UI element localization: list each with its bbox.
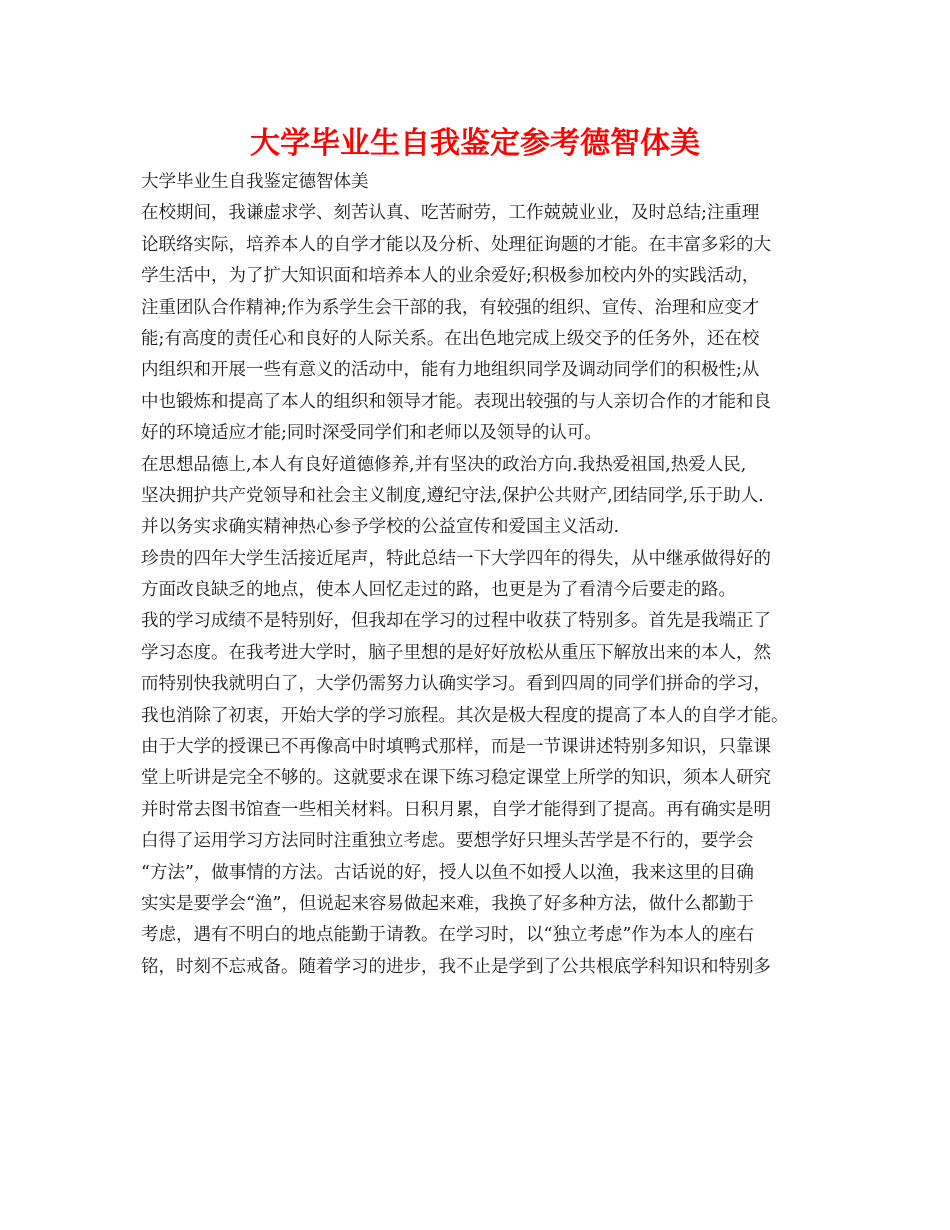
body-line: 学习态度。在我考进大学时，脑子里想的是好好放松从重压下解放出来的本人，然: [141, 642, 771, 663]
body-line: 并时常去图书馆查一些相关材料。日积月累，自学才能得到了提高。再有确实是明: [141, 799, 771, 820]
body-line: 论联络实际，培养本人的自学才能以及分析、处理征询题的才能。在丰富多彩的大: [141, 234, 771, 255]
body-line: 在校期间，我谦虚求学、刻苦认真、吃苦耐劳，工作兢兢业业，及时总结;注重理: [141, 203, 760, 224]
body-line: 由于大学的授课已不再像高中时填鸭式那样，而是一节课讲述特别多知识，只靠课: [141, 737, 771, 758]
body-line: 并以务实求确实精神热心参予学校的公益宣传和爱国主义活动.: [141, 517, 620, 538]
body-line: 我也消除了初衷，开始大学的学习旅程。其次是极大程度的提高了本人的自学才能。: [141, 705, 789, 726]
body-line: 大学毕业生自我鉴定德智体美: [141, 172, 369, 192]
body-line: 而特别快我就明白了，大学仍需努力认确实学习。看到四周的同学们拼命的学习，: [141, 674, 771, 695]
body-line: 实实是要学会“渔”，但说起来容易做起来难，我换了好多种方法，做什么都勤于: [141, 893, 754, 914]
body-line: 方面改良缺乏的地点，使本人回忆走过的路，也更是为了看清今后要走的路。: [141, 580, 736, 601]
body-line: 学生活中，为了扩大知识面和培养本人的业余爱好;积极参加校内外的实践活动，: [141, 266, 760, 287]
body-line: “方法”，做事情的方法。古话说的好，授人以鱼不如授人以渔，我来这里的目确: [141, 862, 754, 883]
body-line: 坚决拥护共产党领导和社会主义制度,遵纪守法,保护公共财产,团结同学,乐于助人.: [141, 485, 764, 506]
body-line: 在思想品德上,本人有良好道德修养,并有坚决的政治方向.我热爱祖国,热爱人民,: [141, 454, 747, 475]
body-line: 珍贵的四年大学生活接近尾声，特此总结一下大学四年的得失，从中继承做得好的: [141, 548, 771, 569]
body-line: 考虑，遇有不明白的地点能勤于请教。在学习时，以“独立考虑”作为本人的座右: [141, 925, 754, 946]
body-line: 白得了运用学习方法同时注重独立考虑。要想学好只埋头苦学是不行的，要学会: [141, 831, 754, 852]
body-line: 我的学习成绩不是特别好，但我却在学习的过程中收获了特别多。首先是我端正了: [141, 611, 771, 632]
body-line: 铭，时刻不忘戒备。随着学习的进步，我不止是学到了公共根底学科知识和特别多: [141, 956, 771, 977]
body-line: 能;有高度的责任心和良好的人际关系。在出色地完成上级交予的任务外，还在校: [141, 328, 760, 349]
document-title: 大学毕业生自我鉴定参考德智体美: [250, 126, 700, 161]
body-line: 堂上听讲是完全不够的。这就要求在课下练习稳定课堂上所学的知识，须本人研究: [141, 768, 771, 789]
body-line: 中也锻炼和提高了本人的组织和领导才能。表现出较强的与人亲切合作的才能和良: [141, 391, 771, 412]
body-line: 好的环境适应才能;同时深受同学们和老师以及领导的认可。: [141, 423, 602, 444]
body-line: 注重团队合作精神;作为系学生会干部的我，有较强的组织、宣传、治理和应变才: [141, 297, 760, 318]
body-line: 内组织和开展一些有意义的活动中，能有力地组织同学及调动同学们的积极性;从: [141, 360, 760, 381]
document-body: [141, 167, 841, 983]
